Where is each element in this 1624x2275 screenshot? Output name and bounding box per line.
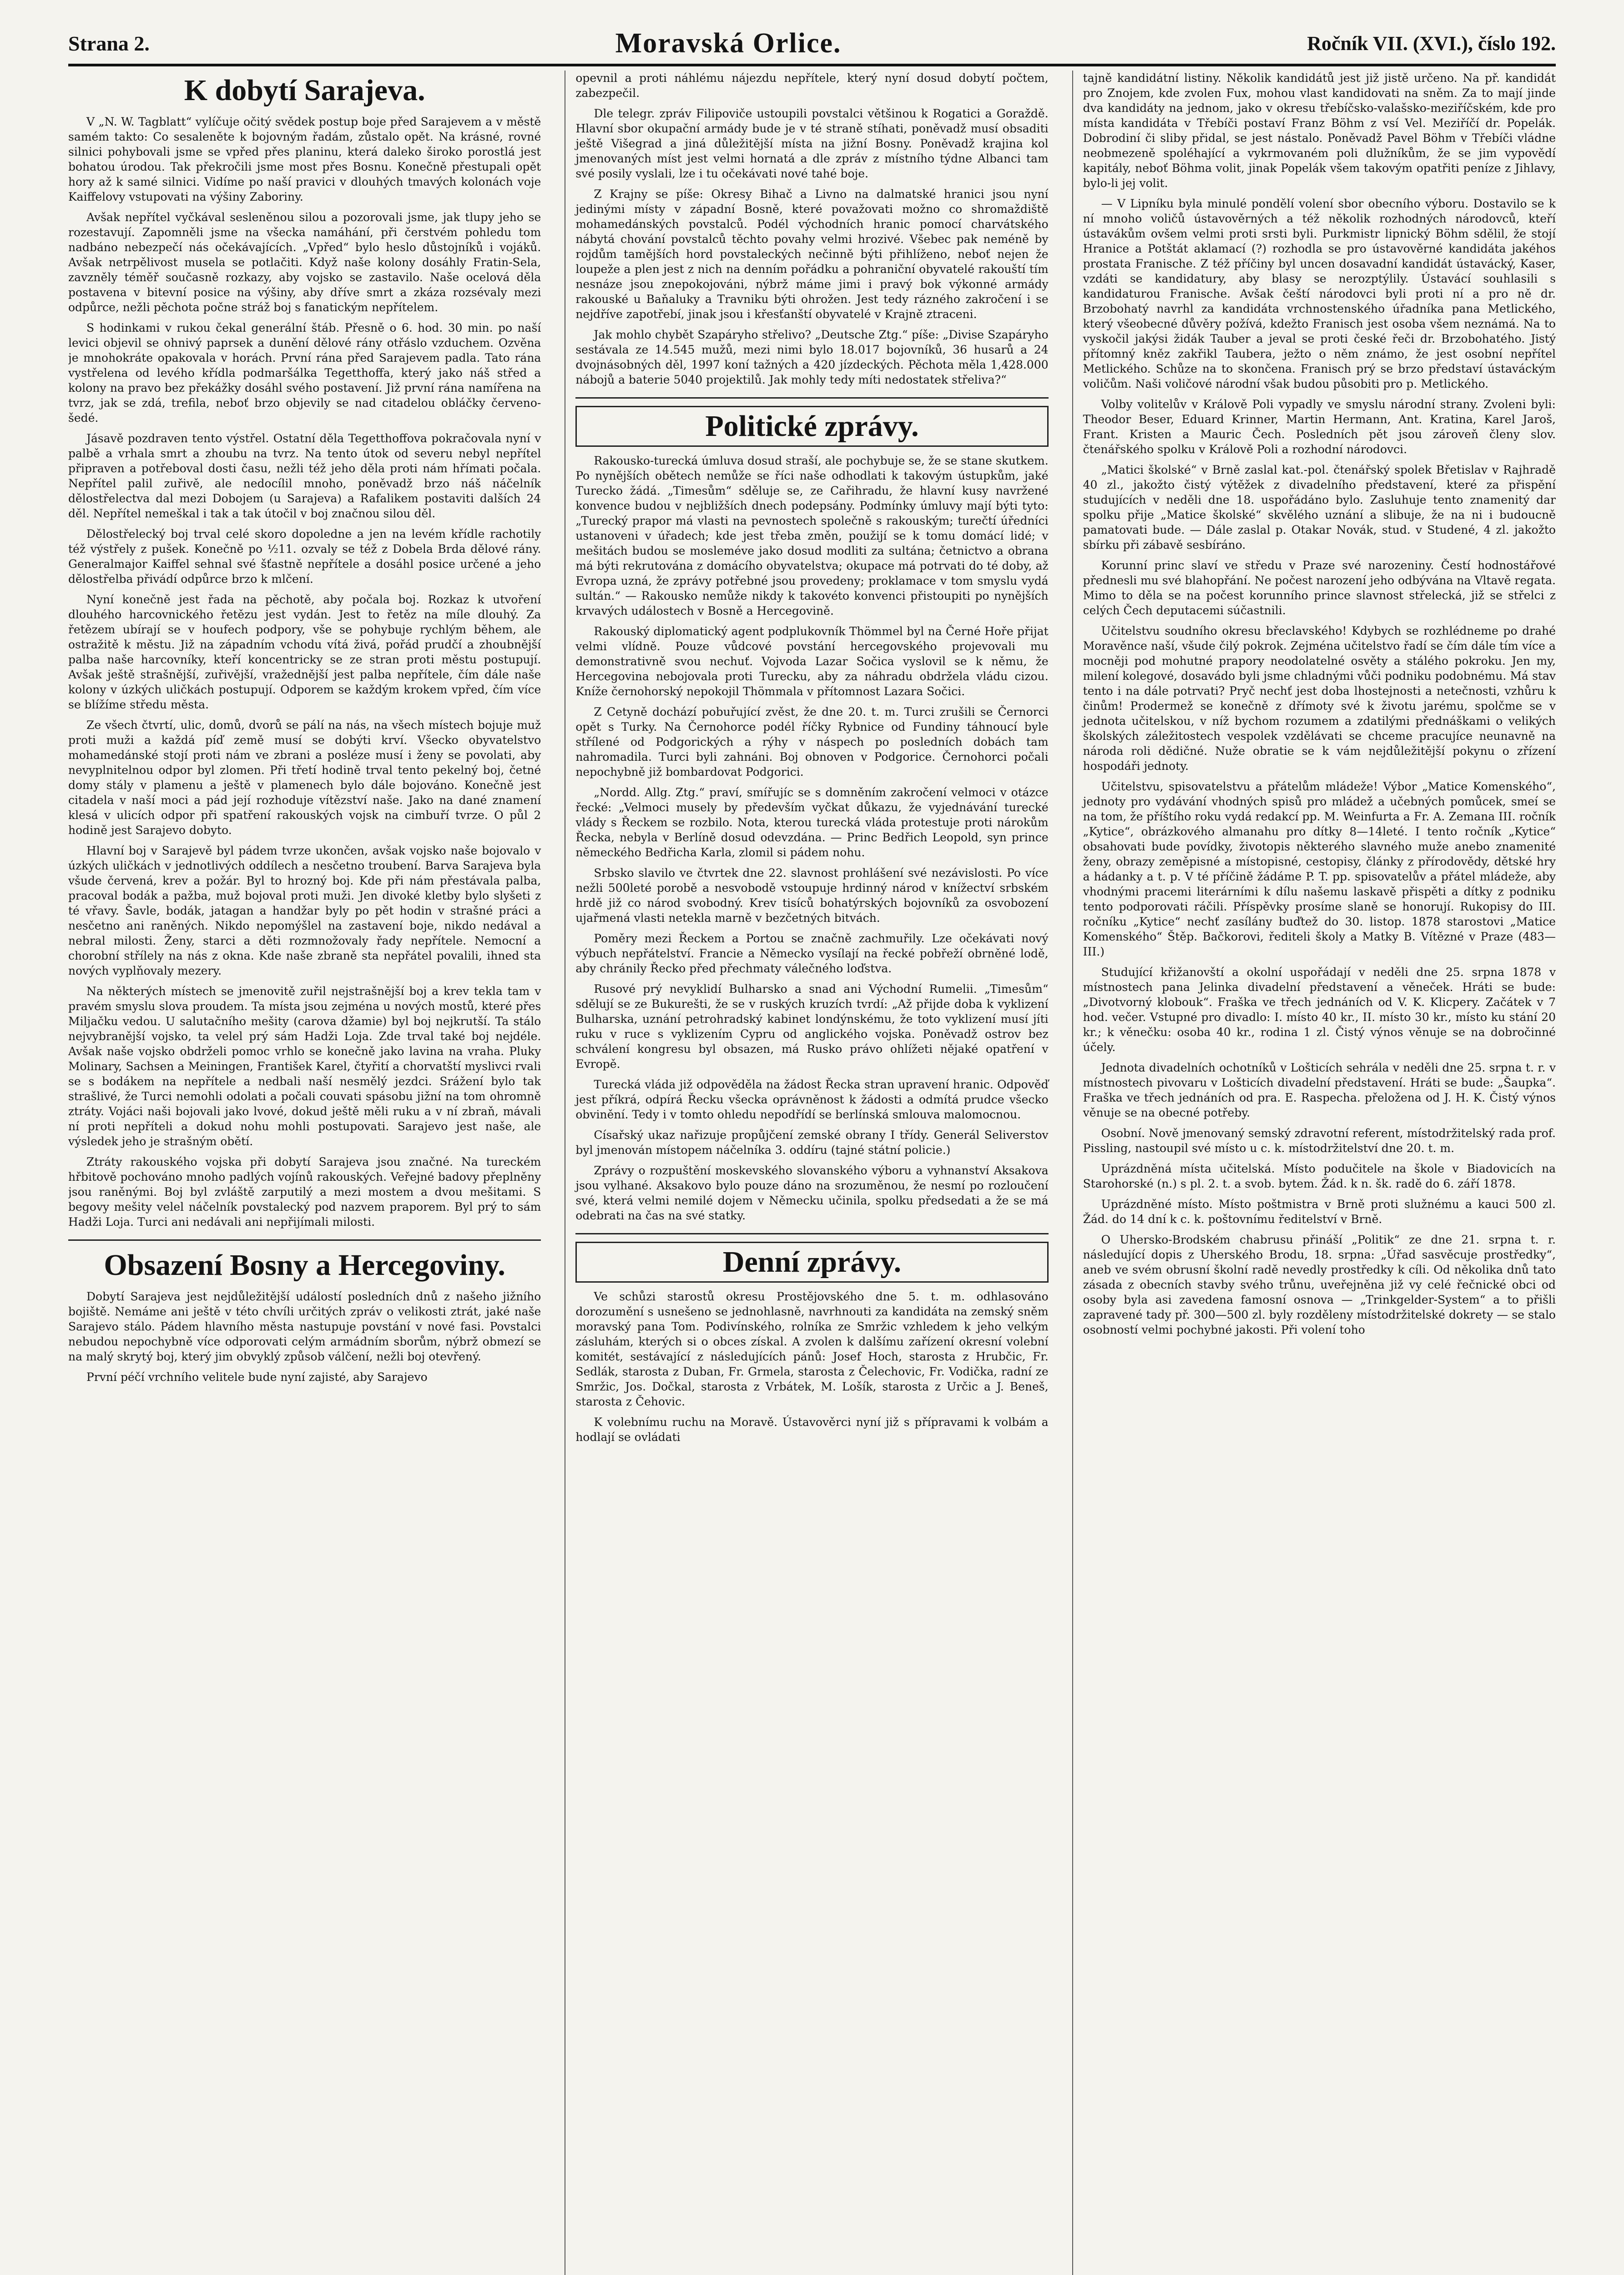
headline-dobyti-sarajeva: K dobytí Sarajeva. [184,74,425,107]
paragraph: Srbsko slavilo ve čtvrtek dne 22. slavnost prohlášení své nezávislosti. Po více nežli 500leté porobě a nesvobodě vstoupuje hrdinný národ v knížectví srbském hrdě již co národ svobodný. Krev tisíců bohatýrských bojovníků za osvobození ujařmená vlasti netekla marně v bezčetných bitvách. [575,866,1049,925]
paragraph: Ztráty rakouského vojska při dobytí Sarajeva jsou značné. Na tureckém hřbitově pochováno mnoho padlých vojínů rakouských. Veřejné badovy přeplněny jsou raněnými. Boj byl zvláště zarputilý a mezi mostem a dvou mešitami. S begovy mešity velel náčelník povstalecký pod nazvem praporem. Byl prý to sám Hadži Loja. Turci ani nedávali ani nepřijímali milosti. [68,1155,541,1228]
paragraph: První péčí vrchního velitele bude nyní zajisté, aby Sarajevo [86,1370,428,1384]
paragraph: Jednota divadelních ochotníků v Lošticích sehrála v neděli dne 25. srpna t. r. v místnostech pivovaru v Lošticích divadelní představení. Hráti se bude: „Šaupka“. Fraška ve třech jednáních od pra. E. Raspecha. přeložena od J. H. K. Čistý výnos věnuje se na obecné potřeby. [1083,1061,1556,1119]
paragraph: Rakouský diplomatický agent podplukovník Thömmel byl na Černé Hoře přijat velmi vlídně. Pouze vůdcové povstání hercegovského projevovali mu demonstrativně svou nechuť. Vojvoda Lazar Sočica vyslovil se k němu, že Hercegovina nebojovala proti Turecku, aby za náhradu obdržela vládu cizou. Kníže černohorský nepokojil Thömmala v přítomnost Lazara Sočici. [575,624,1049,698]
column-1 [68,71,551,2275]
newspaper-title: Moravská Orlice. [615,27,842,59]
paragraph: Jásavě pozdraven tento výstřel. Ostatní děla Tegetthoffova pokračovala nyní v palbě a vrhala smrt a zhoubu na tvrz. Na tento útok od severu nebyl nepřítel připraven a potřeboval dosti času, nežli též jeho děla proti nám hřímati počala. Nepřítel palil zuřivě, ale nedocílil mnoho, poněvadž brzo náš náčelník dělostřelectva dal mezi Dobojem (u Sarajeva) a Rafalikem postaviti dalších 24 děl. Nepřítel nemeškal i tak a tak útočil v boj značnou silou děl. [68,431,541,520]
paragraph: Turecká vláda již odpověděla na žádost Řecka stran upravení hranic. Odpověď jest příkrá, odpírá Řecku všecka oprávněnost k žádosti a odmítá prudce všecko obvinění. Tedy i v tomto ohledu nepodřídí se berlínská smlouva malomocnou. [575,1077,1049,1121]
paragraph: Z Cetyně dochází pobuřující zvěst, že dne 20. t. m. Turci zrušili se Černorci opět s Turky. Na Černohorce podél říčky Rybnice od Fundiny táhnoucí byle střílené od Podgorických a rýhy v náspech po posledních dobách tam nahromadila. Turci byli zahnáni. Boj obnoven v Podgorice. Černohorci počali nepochybně již bombardovat Podgorici. [575,705,1049,779]
paragraph: Dle telegr. zpráv Filipoviče ustoupili povstalci většinou k Rogatici a Goraždě. Hlavní sbor okupační armády bude je v té straně stíhati, poněvadž musí obsaditi ještě Višegrad a jiná důležitější místa na jižní Bosny. Poněvadž krajina kol jmenovaných míst jest velmi hornatá a dle zpráv z místního týdne Albanci tam své posily vyslali, lze i tu očekávati nové tahé boje. [575,107,1049,180]
paragraph: Na některých místech se jmenovitě zuřil nejstrašnější boj a krev tekla tam v pravém smyslu slova proudem. Ta místa jsou zejména u nových mostů, které přes Miljačku vedou. U salutačního mešity (carova džamie) byl boj nejkrutší. Ta stálo nejvybranější vojsko, ta velel prý sám Hadži Loja. Zde trval také boj nejdéle. Avšak naše vojsko obdrželi pomoc vrhlo se konečně jako lavina na vraha. Pluky Molinary, Sachsen a Meiningen, František Karel, čtyřití a chorvatští myslivci rvali se s bodákem na nepřítele a nedbali naší nesmělý jezdci. Srážení bylo tak strašlivé, že Turci nemohli odolati a počali couvati spásobu jižní na tom ohromně ztráty. Vojáci naši bojovali jako lvové, dokud ještě měli ruku a v ní zbraň, mávali ní proti nepříteli a dokud nohu mohli postupovati. Sarajevo jest naše, ale výsledek jeho je strašným obětí. [68,984,541,1148]
column-2 [565,71,1058,2275]
paragraph: Z Krajny se píše: Okresy Bihač a Livno na dalmatské hranici jsou nyní jedinými místy v západní Bosně, které považovati možno co shromaždiště mohamedánských povstalců. Podél východních hranic pomocí charvátského nábytá chování povstalců těchto povahy velmi hrozivé. Všebec pak neméně by rojdům tamějších hord povstaleckých nečinně býti přihlíženo, neboť nejen že loupeže a plen jest z nich na denním pořádku a pohraniční obyvatelé rakouští tím nesnáze jsou znepokojováni, nýbrž máme jimi i pravý bok výkonné armády rakouské u Baňaluky a Travniku býti ohrožen. Jest tedy rázného zakročení i se nejdříve zapotřebí, jinak jsou i křesťanští obyvatelé v Krajně ztraceni. [575,187,1049,321]
paragraph: O Uhersko-Brodském chabrusu přináší „Politik“ ze dne 21. srpna t. r. následující dopis z Uherského Brodu, 18. srpna: „Úřad sasvěcuje prostředky“, aneb ve svém obrusní školní radě nevedly prostředky k cíli. Od několika dnů tato zásada z obecních stavby svého trůnu, uveřejněna již vy celé řečnické obci od osoby byla asi zavedena famosní osnova — „Trinkgelder-System“ a to přišli zapravené tady př. 300—500 zl. byly rozděleny místodržitelské dokrety — se stalo osobností velmi pochybné jakosti. Při volení toho [1083,1233,1556,1336]
paragraph: opevnil a proti náhlému nájezdu nepřítele, který nyní dosud dobytí počtem, zabezpečil. [575,71,1049,100]
headline-politicke-zpravy: Politické zprávy. [575,406,1048,447]
paragraph: Jak mohlo chybět Szapáryho střelivo? „Deutsche Ztg.“ píše: „Divise Szapáryho sestávala ze 14.545 mužů, mezi nimi bylo 18.017 bojovníků, 36 husarů a 24 dvojnásobných děl, 1997 koní tažných a 420 jízdeckých. Pěchota měla 1,428.000 nábojů a baterie 5040 projektilů. Jak mohly tedy míti nedostatek střeliva?“ [575,328,1049,386]
paragraph: Dobytí Sarajeva jest nejdůležitější událostí posledních dnů z našeho jižního bojiště. Nemáme ani ještě v této chvíli určitých zpráv o velikosti ztrát, jaké naše Sarajevo stálo. Pádem hlavního města nastupuje povstání v nové fasi. Povstalci nebudou nepochybně více odporovati celým armádním sborům, nýbrž obmezí se na malý skrytý boj, který jim obvyklý způsob válčení, nežli boj otevřený. [68,1289,541,1363]
paragraph: Studující křižanovští a okolní uspořádají v neděli dne 25. srpna 1878 v místnostech pana Jelinka divadelní představení a věneček. Hráti se bude: „Divotvorný klobouk“. Fraška ve třech jednáních od V. K. Klicpery. Začátek v 7 hod. večer. Vstupné pro divadlo: I. místo 40 kr., II. místo 30 kr., místo ku stání 20 kr.; k věnečku: osoba 40 kr., rodina 1 zl. Čistý výnos věnuje se na dobročinné účely. [1083,966,1556,1054]
paragraph: Uprázdněné místo. Místo poštmistra v Brně proti služnému a kauci 500 zl. Žád. do 14 dní k c. k. poštovnímu ředitelství v Brně. [1083,1198,1556,1226]
paragraph: V „N. W. Tagblatt“ vylíčuje očitý svědek postup boje před Sarajevem a v městě samém takto: Co sesaleněte k bojovným řadám, zůstalo opět. Na krásné, rovné silnici pohybovali jsme se vpřed přes planinu, která daleko široko porostlá jest bohatou úrodou. Tak překročili jsme most přes Bosnu. Konečně přestupali opět hory až k samé silnici. Vidíme po naší pravici v dlouhých tmavých kolonách voje Kaiffelovy vstupovati na výšiny Zaboriny. [68,115,541,203]
headline-denni-zpravy: Denní zprávy. [575,1242,1048,1283]
column-3 [1072,71,1556,2275]
paragraph: Korunní princ slaví ve středu v Praze své narozeniny. Čestí hodnostářové přednesli mu své blahopřání. Ne počest narození jeho odbývána na Vltavě regata. Mimo to děla se na počest korunního prince slavnost střelecká, již se střelci z celých Čech deputacemi súčastnili. [1083,559,1556,617]
section-divider [68,1239,541,1241]
paragraph: S hodinkami v rukou čekal generální štáb. Přesně o 6. hod. 30 min. po naší levici objevil se ohnivý paprsek a dunění dělové rány otřáslo vzduchem. Ozvěna je mnohokráte opakovala v horách. První rána před Sarajevem padla. Tato rána vystřelena od levého křídla podmaršálka Tegetthoffa, který jako náš střed a kolony na pravo bez překážky dosáhl svého postavení. Již první rána namířena na tvrz, jak se zdá, trefila, neboť brzo objevily se nad citadelou obláčky červeno-šedé. [68,321,541,425]
paragraph: Volby volitelův v Králově Poli vypadly ve smyslu národní strany. Zvoleni byli: Theodor Beser, Eduard Krinner, Martin Hermann, Ant. Kratina, Karel Jaroš, Frant. Kristen a Mauric Čech. Posledních pět jsou zároveň členy slov. čtenářského spolku v Králově Poli a rozhodní národovci. [1083,398,1556,456]
paragraph: Rusové prý nevyklidí Bulharsko a snad ani Východní Rumelii. „Timesům“ sdělují se ze Bukurešti, že se v ruských kruzích tvrdí: „Až přijde doba k vyklizení Bulharska, uznání petrohradský kabinet londýnskému, že toto vyklizení musí jíti ruku v ruce s vyklizením Cypru od anglického vojska. Poněvadž ostrov bez schválení kongresu byl obsazen, má Rusko právo ohlížeti nějaké opatření v Evropě. [575,982,1049,1071]
paragraph: Hlavní boj v Sarajevě byl pádem tvrze ukončen, avšak vojsko naše bojovalo v úzkých uličkách v jednotlivých oddílech a nesčetno troubení. Barva Sarajeva byla všude červená, krev a požár. Byl to hrozný boj. Kde při nám přestávala palba, pracoval bodák a pažba, muž bojoval proti muži. Jen divoké kletby bylo slyšeti z té vřavy. Šavle, bodák, jatagan a handžar byly po pět hodin v strašné práci a nesčetno ani raněných. Nikdo nepomýšlel na zastavení boje, nikdo nedával a nebral milosti. Ženy, starci a děti rozmnožovaly řady nepřítele. Nemocní a chorobní střílely na nás z okna. Kde naše zbraně sta nepřátel povalili, ihned sta nových vyplňovaly mezery. [68,844,541,977]
paragraph: K volebnímu ruchu na Moravě. Ústavověrci nyní již s přípravami k volbám a hodlají se ovládati [575,1415,1049,1444]
paragraph: Rakousko-turecká úmluva dosud straší, ale pochybuje se, že se stane skutkem. Po nynějších obětech nemůže se říci naše odhodlati k takovým ústupkům, jaké Turecko žádá. „Timesům“ sděluje se, ze Cařihradu, že hlavní kusy navržené konvence budou v nejbližších dnech podepsány. Podmínky úmluvy mají býti tyto: „Turecký prapor má vlasti na pevnostech společně s rakouským; turečtí úředníci ustanoveni v úřadech; kde jest třeba změn, použijí se k tomu domácí lidé; v mešitách budou se mosleméve jako dosud modliti za sultána; četnictvo a obrana má býti rekrutována z domácího obyvatelstva; okupace má potrvati do té doby, až Evropa uzná, že zprávy potřebné jsou provedeny; proklamace v tom smyslu vydá sultán.“ — Rakousko nemůže nikdy k takovéto konvenci přistoupiti po nynějších krvavých událostech v Bosně a Hercegovině. [575,454,1049,617]
paragraph: Nyní konečně jest řada na pěchotě, aby počala boj. Rozkaz k utvoření dlouhého harcovnického řetězu jest vydán. Jest to řetěz na míle dlouhý. Za řetězem ubírají se v houfech podpory, vše se pohybuje rychlým během, ale ostražitě k městu. Již na západním vchodu vítá živá, pořád prudčí a zhoubnější palba naše harcovníky, kteří koncentricky se ze stran proti městu postupují. Avšak ještě strašnější, zuřivější, vražednější jest palba nepřítele, čím dále naše kolony v úzkých uličkách postupují. Odporem se každým krokem vpřed, čím více se blížíme středu města. [68,592,541,711]
paragraph: Avšak nepřítel vyčkával sesleněnou silou a pozorovali jsme, jak tlupy jeho se rozestavují. Zapomněli jsme na všecka namáhání, při čerstvém pohledu tom nadbáno nebezpečí nás očekávajících. „Vpřed“ bylo heslo důstojníků i vojáků. Avšak netrpělivost musela se potlačiti. Když naše kolony dosáhly Fratin-Sela, zavzněly téměř současně rozkazy, aby vojsko se zastavilo. Naše ocelová děla postavena v bitevní posice na výšiny, aby dříve smrt a zkáza rozsévaly mezi odpůrce, nežli pěchota počne stráž boj s fanatickým nepřítelem. [68,210,541,314]
paragraph: Ve schůzi starostů okresu Prostějovského dne 5. t. m. odhlasováno dorozumění s usnešeno se jednohlasně, navrhnouti za kandidáta na zemský sněm moravský pana Tom. Podivínského, rolníka ze Smržic vzhledem k jeho velkým zásluhám, kterých si o obces získal. A zvolen k dalšímu zařízení okresní volební komitét, sestávající z následujících pánů: Josef Hoch, starosta z Hrubčic, Fr. Sedlák, starosta z Duban, Fr. Grmela, starosta z Čelechovic, Fr. Vodička, radní ze Smržic, Jos. Dočkal, starosta z Vrbátek, M. Lošík, starosta z Určic a J. Beneš, starosta z Čehovic. [575,1289,1049,1408]
masthead [68,23,1556,66]
paragraph: Učitelstvu, spisovatelstvu a přátelům mládeže! Výbor „Matice Komenského“, jednoty pro vydávání vhodných spisů pro mládež a učebných pomůcek, smeí se na tom, že příštího roku vydá redakcí pp. M. Weinfurta a Fr. A. Zemana III. ročník „Kytice“, obrázkového almanahu pro dítky 8—14leté. I tento ročník „Kytice“ obsahovati bude povídky, životopis některého slavného muže anebo znamenité ženy, obrazy zeměpisné a místopisné, cestopisy, články z přírodovědy, dětské hry a hádanky a t. p. V té příčině žádáme P. T. pp. spisovatelův a přátel mládeže, aby vhodnými pracemi literárními k dílu našemu laskavě přispěti a dítky z podniku tento podporovati ráčili. Příspěvky prosíme slaně se honorují. Rukopisy do III. ročníku „Kytice“ nechť zasílány buďtež do 30. listop. 1878 starostovi „Matice Komenského“ Štěp. Bačkorovi, řediteli školy a Matky B. Vítězné v Praze (483—III.) [1083,780,1556,958]
headline-obsazeni-bosny: Obsazení Bosny a Hercegoviny. [104,1248,505,1282]
section-divider [575,1233,1048,1234]
issue-info: Ročník VII. (XVI.), číslo 192. [1307,32,1556,55]
paragraph: Císařský ukaz nařizuje propůjčení zemské obrany I třídy. Generál Seliverstov byl jmenován místopem náčelníka 3. oddíru (tajné státní policie.) [575,1128,1049,1157]
paragraph: tajně kandidátní listiny. Několik kandidátů jest již jistě určeno. Na př. kandidát pro Znojem, kde zvolen Fux, mohou vlast kandidovati na sněm. Za to mají jinde dva kandidáty na jednom, jako v okresu třebíčsko-valašsko-meziříčském, kde pro místa kandidáta v Třebíči postaví Franz Böhm z vsí Vel. Meziříčí dr. Popelák. Dobrodiní či sliby přidal, se jest nástalo. Poněvadž Pavel Böhm v Třebíči vládne neobmezeně spoléhající a vykrmovaném poli dlužníkům, že se jim vypovědí kapitály, neboť Böhma volit, jinak Popelák všem takovým opatřiti peníze z Jihlavy, bylo-li jej volit. [1083,71,1556,190]
paragraph: Zprávy o rozpuštění moskevského slovanského výboru a vyhnanství Aksakova jsou vylhané. Aksakovo bylo pouze dáno na srozuměnou, že nesmí po rozloučení své, která velmi nemilé dojem v Německu učinila, spolku předsedati a že se má odebrati na čas na své statky. [575,1163,1049,1222]
paragraph: Osobní. Nově jmenovaný semský zdravotní referent, místodržitelský rada prof. Pissling, nastoupil své místo u c. k. místodržitelství dne 20. t. m. [1083,1127,1556,1155]
section-divider [575,397,1048,399]
paragraph: „Matici školské“ v Brně zaslal kat.-pol. čtenářský spolek Břetislav v Rajhradě 40 zl., jakožto čistý výtěžek z divadelního představení, které za přispění studujících v neděli dne 18. uspořádáno bylo. Zasluhuje tento znamenitý dar spolku přije „Matice školské“ skvělého uznání a slibuje, že na ni i budoucně pamatovati bude. — Dále zaslal p. Otakar Novák, stud. v Studené, 4 zl. jakožto sbírku při zábavě sesbíráno. [1083,463,1556,551]
paragraph: Ze všech čtvrtí, ulic, domů, dvorů se pálí na nás, na všech místech bojuje muž proti muži a každá píď země musí se dobýti krví. Všecko obyvatelstvo mohamedánské stojí proti nám ve zbrani a posléze musí i ženy se povolati, aby nevyplnitelnou odpor byl zlomen. Při třetí hodině trval tento pekelný boj, četné domy stály v plamenu a ještě v plamenech bylo dále bojováno. Konečně jest citadela v naší moci a pád její rozhoduje vítězství naše. Jako na dané znamení klesá v ulicích odpor při spatření rakouských vojsk na cimbuří tvrze. O půl 2 hodině jest Sarajevo dobyto. [68,718,541,837]
columns [68,71,1556,2275]
paragraph: Dělostřelecký boj trval celé skoro dopoledne a jen na levém křídle rachotily též výstřely z pušek. Konečně po ½11. ozvaly se též z Dobela Brda dělové rány. Generalmajor Kaiffel sehnal své šťastně nepřítele a dosáhl posice určené a jeho dělostřelba přivádí odpůrce brzo k mlčení. [68,527,541,586]
paragraph: — V Lipníku byla minulé pondělí volení sbor obecního výboru. Dostavilo se k ní mnoho voličů ústavověrných a též několik rozhodných národovců, kteří ústavákům ovšem velmi proti srsti byli. Purkmistr lipnický Böhm sdělil, že stojí Hranice a Potštát aklamací (?) rozhodla se pro ústavověrné kandidáta jakéhos prostata Franische. Z též příčiny byl uncen dosavadní kandidát ústavácký, Kaser, vzdáti se kandidatury, aby blasy se nerozptýlily. Ústavácí souhlasili s kandidaturou Franische. Avšak čeští národovci byli proti ní a pro ně dr. Brzobohatý navrhl za kandidáta vrchnostenského úřadníka pana Metlického, který všeobecné důvěry požívá, kdežto Franisch jest osoba všem neznámá. Na to vyskočil jakýsi židák Tauber a jeval se proti české řeči dr. Brzobohatého. Jistý přítomný kněz zakřikl Taubera, ježto o něm známo, že jest osobní nepřítel Metlického. Schůze na to skončena. Franisch prý se brzo představí ústaváckým voličům. Naši voličové národní však budou působiti pro p. Metlického. [1083,197,1556,390]
paragraph: „Nordd. Allg. Ztg.“ praví, smířujíc se s domněním zakročení velmoci v otázce řecké: „Velmoci musely by především vyčkat důkazu, že vyjednávání turecké vlády s Řeckem se rozbilo. Nota, kterou turecká vláda protestuje proti nárokům Řecka, nebyla v Berlíně dosud odevzdána. — Princ Bedřich Leopold, syn prince německého Bedřicha Karla, zlomil si pádem nohu. [575,785,1049,859]
paragraph: Uprázdněná místa učitelská. Místo podučitele na škole v Biadovicích na Starohorské (n.) s pl. 2. t. a svob. bytem. Žád. k n. šk. radě do 6. září 1878. [1083,1162,1556,1190]
page-number: Strana 2. [68,31,150,55]
paragraph: Učitelstvu soudního okresu břeclavského! Kdybych se rozhlédneme po drahé Moravěnce naší, všude čilý pokrok. Zejména učitelstvo řadí se čím dále tím více a mocněji pod mohutné prapory neodolatelné osvěty a stálého pokroku. Jen my, milení kolegové, dosavádo byli jsme chladnými vůči podniku podobnému. Má stav tento i na dále potrvati? Pryč nechť jest doba lhostejnosti a netečnosti, vzhůru k činům! Prodermež se konečně z dřímoty své k životu jarému, spolčme se v jednota učitelskou, v níž bychom rozumem a zdatilými přednáškami o velikých školských záležitostech vespolek vzdělávati se chceme pracujíce neunavně na národa roli dědičné. Nuže obratie se k vám nejdůležitější pokynu o zřízení hospodáři jednoty. [1083,624,1556,773]
paragraph: Poměry mezi Řeckem a Portou se značně zachmuřily. Lze očekávati nový výbuch nepřátelství. Francie a Německo vysílají na řecké pobřeží obrněné lodě, aby chránily Řecko před přechmaty válečného loďstva. [575,931,1049,975]
